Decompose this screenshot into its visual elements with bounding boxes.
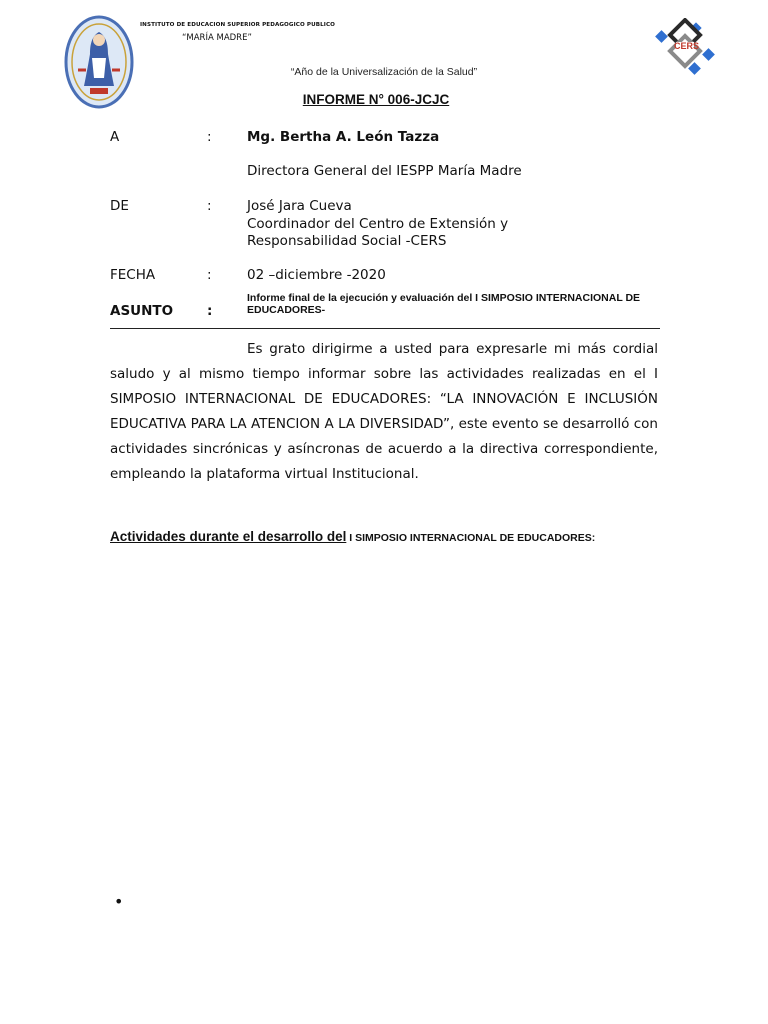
subject-colon: : <box>207 303 213 319</box>
subject-label: ASUNTO <box>110 303 174 319</box>
sender-position-line1: Coordinador del Centro de Extensión y <box>247 216 509 232</box>
year-motto: “Año de la Universalización de la Salud” <box>290 66 478 78</box>
institution-name: INSTITUTO DE EDUCACION SUPERIOR PEDAGOGICO PUBLICO <box>140 22 336 28</box>
to-colon: : <box>207 129 212 145</box>
date-label: FECHA <box>110 267 156 283</box>
recipient-name: Mg. Bertha A. León Tazza <box>247 129 440 145</box>
from-colon: : <box>207 198 212 214</box>
date-value: 02 –diciembre -2020 <box>247 267 386 283</box>
subject-value: Informe final de la ejecución y evaluación del I SIMPOSIO INTERNACIONAL DE EDUCADORES- <box>247 292 641 316</box>
header-divider <box>110 328 660 329</box>
sender-name: José Jara Cueva <box>247 198 352 214</box>
recipient-position: Directora General del IESPP María Madre <box>247 163 522 179</box>
date-colon: : <box>207 267 212 283</box>
activities-heading-underlined: Actividades durante el desarrollo del <box>110 529 347 544</box>
activities-heading-rest: I SIMPOSIO INTERNACIONAL DE EDUCADORES: <box>346 532 596 544</box>
activities-heading <box>110 525 658 550</box>
to-label: A <box>110 129 120 145</box>
body-paragraph: Es grato dirigirme a usted para expresarle mi más cordial saludo y al mismo tiempo informar sobre las actividades realizadas en el I SIMPOSIO INTERNACIONAL DE EDUCADORES: “LA INNOVACIÓN E INCLUSIÓN EDUCATIVA PARA LA ATENCION A LA DIVERSIDAD”, este evento se desarrolló con actividades sincrónicas y asíncronas de acuerdo a la directiva correspondiente, empleando la plataforma virtual Institucional. <box>110 341 658 482</box>
document-title: INFORME N° 006-JCJC <box>302 92 450 107</box>
institution-subtitle: “MARÍA MADRE” <box>182 33 252 43</box>
from-label: DE <box>110 198 129 214</box>
bullet-point: • <box>114 892 124 911</box>
sender-position-line2: Responsabilidad Social -CERS <box>247 233 447 249</box>
cers-logo-label: CERS <box>674 41 700 51</box>
